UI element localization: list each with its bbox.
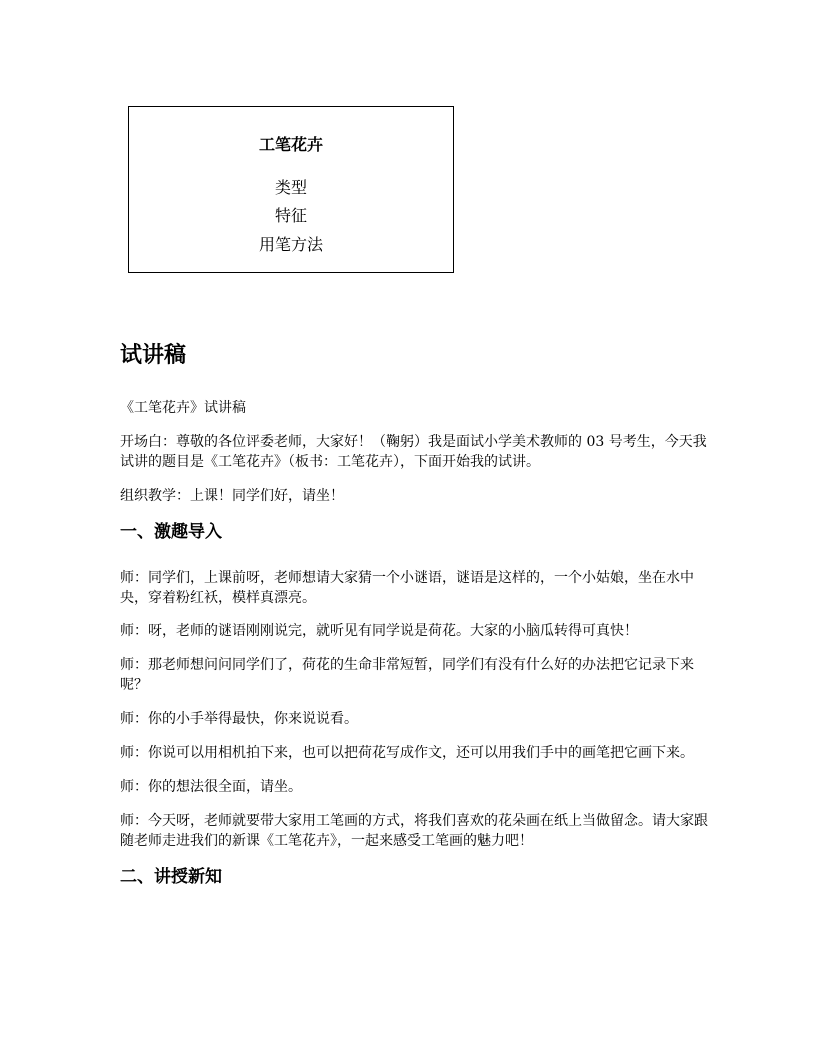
board-item-brush-method: 用笔方法 [258, 235, 323, 254]
document-body [120, 340, 710, 889]
dialogue-paragraph: 师：那老师想问问同学们了，荷花的生命非常短暂，同学们有没有什么好的办法把它记录下来呢？ [120, 657, 694, 693]
document-title: 试讲稿 [120, 343, 187, 368]
section-heading-intro: 一、激趣导入 [120, 522, 222, 542]
dialogue-paragraph: 师：你的小手举得最快，你来说说看。 [120, 711, 358, 727]
dialogue-paragraph: 师：同学们，上课前呀，老师想请大家猜一个小谜语，谜语是这样的，一个小姑娘，坐在水中央，穿着粉红袄，模样真漂亮。 [120, 570, 694, 606]
document-subtitle: 《工笔花卉》试讲稿 [120, 400, 246, 416]
dialogue-paragraph: 师：你的想法很全面，请坐。 [120, 779, 302, 795]
board-title: 工笔花卉 [258, 135, 323, 154]
dialogue-paragraph: 师：今天呀，老师就要带大家用工笔画的方式，将我们喜欢的花朵画在纸上当做留念。请大家跟随老师走进我们的新课《工笔花卉》，一起来感受工笔画的魅力吧！ [120, 813, 708, 849]
board-item-features: 特征 [274, 206, 307, 225]
dialogue-paragraph: 师：呀，老师的谜语刚刚说完，就听见有同学说是荷花。大家的小脑瓜转得可真快！ [120, 623, 638, 639]
section-heading-new-knowledge: 二、讲授新知 [120, 867, 222, 887]
board-item-type: 类型 [274, 178, 307, 197]
blackboard-outline-box [128, 106, 454, 273]
organize-paragraph: 组织教学：上课！同学们好，请坐！ [120, 488, 344, 504]
dialogue-paragraph: 师：你说可以用相机拍下来，也可以把荷花写成作文，还可以用我们手中的画笔把它画下来。 [120, 745, 694, 761]
opening-paragraph: 开场白：尊敬的各位评委老师，大家好！（鞠躬）我是面试小学美术教师的 03 号考生，今天我试讲的题目是《工笔花卉》（板书：工笔花卉），下面开始我的试讲。 [120, 434, 707, 470]
